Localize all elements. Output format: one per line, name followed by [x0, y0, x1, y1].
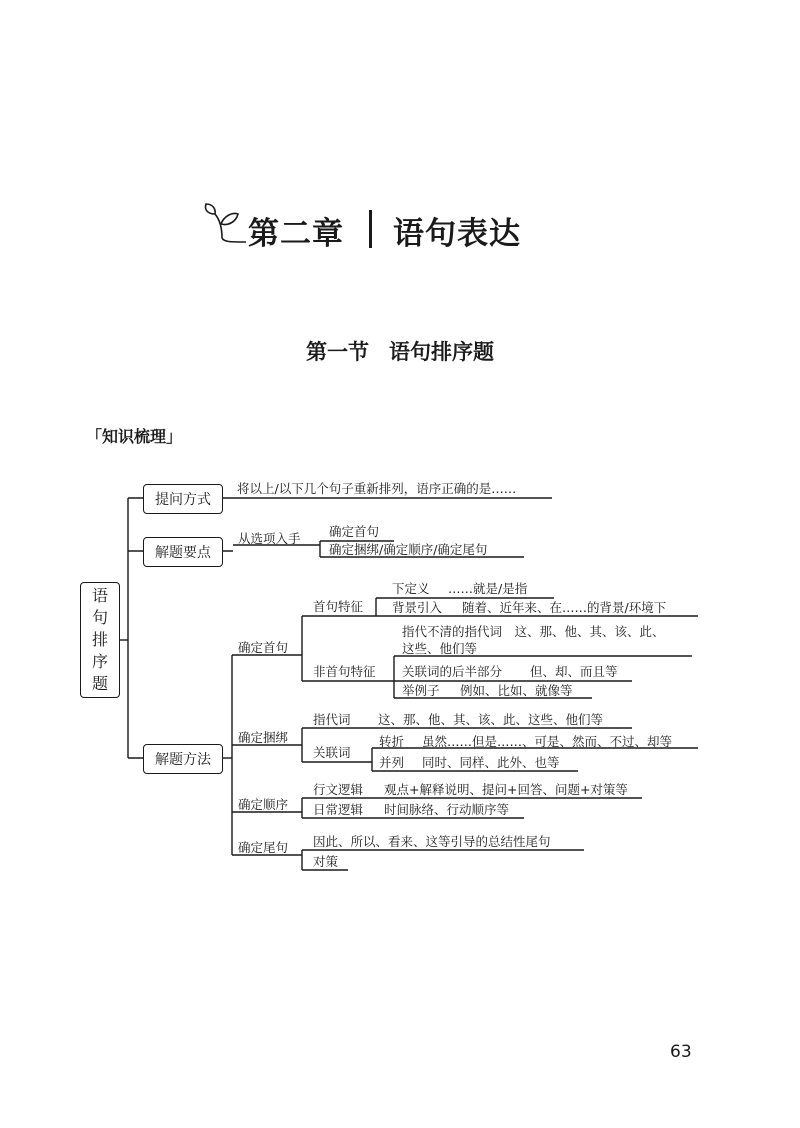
first-feature-label: 首句特征: [313, 599, 364, 614]
bind-conj-label: 关联词: [313, 745, 351, 760]
bind-pronoun-term: 指代词: [313, 712, 351, 727]
section-number: 第一节: [306, 340, 369, 364]
node-solving-method: 解题方法: [143, 744, 223, 774]
node-ask-method: 提问方式: [143, 484, 223, 514]
node-bind: 确定捆绑: [238, 730, 289, 745]
chapter-divider: [369, 210, 372, 248]
knowledge-label: 「知识梳理」: [86, 427, 183, 446]
last-text: 对策: [313, 854, 339, 869]
key-item: 确定捆绑/确定顺序/确定尾句: [329, 542, 488, 557]
first-feature-text: ……就是/是指: [448, 581, 528, 596]
order-text: 时间脉络、行动顺序等: [384, 802, 510, 817]
nonfirst-feature-text: 但、却、而且等: [530, 664, 618, 679]
first-feature-text: 随着、近年来、在……的背景/环境下: [462, 600, 667, 615]
chapter-heading: [0, 202, 800, 262]
node-first-sentence: 确定首句: [238, 640, 289, 655]
nonfirst-feature-term: 举例子: [402, 683, 440, 698]
bind-conj-text: 虽然……但是……、可是、然而、不过、却等: [422, 734, 673, 749]
key-via: 从选项入手: [238, 531, 301, 546]
sprout-icon: [200, 202, 248, 252]
last-text: 因此、所以、看来、这等引导的总结性尾句: [313, 834, 551, 849]
root-char: 语: [91, 586, 108, 605]
key-item: 确定首句: [329, 524, 380, 539]
first-feature-term: 背景引入: [392, 600, 443, 615]
ask-text: 将以上/以下几个句子重新排列，语序正确的是……: [237, 481, 517, 496]
root-char: 序: [91, 652, 108, 671]
chapter-topic: 语句表达: [393, 216, 521, 252]
bind-conj-term: 转折: [379, 734, 405, 749]
order-text: 观点+解释说明、提问+回答、问题+对策等: [384, 782, 628, 797]
root-char: 排: [91, 630, 108, 649]
node-last-sentence: 确定尾句: [238, 840, 289, 855]
section-title: [0, 336, 800, 366]
chapter-title: 第二章: [248, 216, 344, 252]
section-name: 语句排序题: [389, 340, 494, 364]
bind-pronoun-text: 这、那、他、其、该、此、这些、他们等: [378, 712, 604, 727]
nonfirst-pronoun-line: 指代不清的指代词 这、那、他、其、该、此、: [402, 624, 665, 639]
nonfirst-feature-text: 例如、比如、就像等: [460, 683, 573, 698]
node-order: 确定顺序: [238, 797, 289, 812]
page-number: 63: [670, 1042, 692, 1062]
first-feature-term: 下定义: [392, 581, 430, 596]
order-term: 行文逻辑: [313, 782, 364, 797]
root-char: 题: [91, 674, 108, 693]
nonfirst-feature-term: 关联词的后半部分: [402, 664, 503, 679]
node-key-points: 解题要点: [143, 537, 223, 567]
root-node: [80, 582, 120, 698]
root-char: 句: [91, 608, 108, 627]
nonfirst-feature-label: 非首句特征: [313, 664, 376, 679]
bind-conj-text: 同时、同样、此外、也等: [422, 755, 560, 770]
order-term: 日常逻辑: [313, 802, 364, 817]
bind-conj-term: 并列: [379, 755, 405, 770]
nonfirst-pronoun-line: 这些、他们等: [402, 641, 478, 656]
